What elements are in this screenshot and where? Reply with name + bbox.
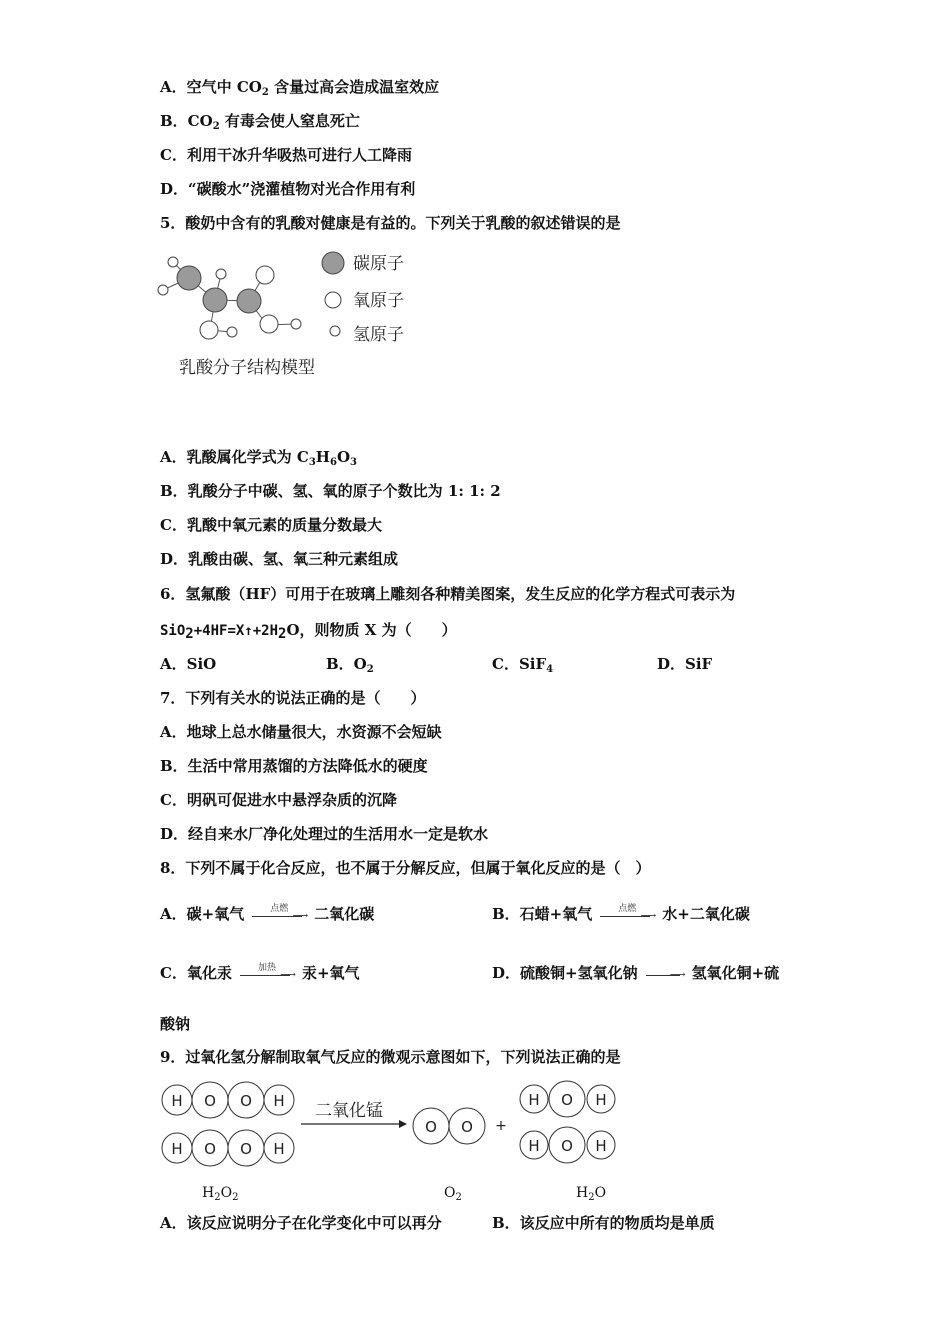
q7-option-c: C．明矾可促进水中悬浮杂质的沉降 [160, 791, 397, 809]
q8-option-c: C．氧化汞 加热 ⟶ 汞+氧气 [160, 963, 360, 982]
q6-option-c: C．SiF$_4$ [492, 655, 554, 675]
atom-h-label: H [595, 1091, 607, 1109]
q4-option-b: B．$CO_2$ 有毒会使人窒息死亡 [160, 112, 360, 132]
atom-h-label: H [273, 1140, 285, 1158]
oxygen-atom [260, 315, 278, 333]
legend-oxygen-icon [325, 292, 341, 308]
q8-stem: 8．下列不属于化合反应，也不属于分解反应，但属于氧化反应的是（ ） [160, 859, 651, 877]
plus-sign: + [495, 1118, 507, 1134]
atom-o-label: O [240, 1092, 252, 1110]
q8-option-b: B．石蜡+氧气 点燃 ⟶ 水+二氧化碳 [492, 904, 750, 923]
legend-hydrogen-icon [330, 326, 340, 336]
atom-h-label: H [273, 1092, 285, 1110]
q9-stem: 9．过氧化氢分解制取氧气反应的微观示意图如下，下列说法正确的是 [160, 1048, 621, 1066]
q5-option-c: C．乳酸中氧元素的质量分数最大 [160, 516, 382, 534]
q7-option-d: D．经自来水厂净化处理过的生活用水一定是软水 [160, 825, 489, 843]
q7-option-b: B．生活中常用蒸馏的方法降低水的硬度 [160, 757, 428, 775]
catalyst-label: 二氧化锰 [315, 1101, 383, 1121]
carbon-atom [177, 266, 201, 290]
q7-option-a: A．地球上总水储量很大，水资源不会短缺 [160, 723, 442, 741]
atom-h-label: H [171, 1140, 183, 1158]
reaction-arrow-icon: 加热 ⟶ [238, 964, 296, 984]
q6-option-d: D．SiF [657, 655, 713, 673]
q5-option-b: B．乳酸分子中碳、氢、氧的原子个数比为 1: 1: 2 [160, 482, 501, 500]
atom-o-label: O [561, 1137, 573, 1155]
hydrogen-atom [158, 285, 168, 295]
atom-o-label: O [204, 1092, 216, 1110]
oxygen-atom [200, 321, 218, 339]
q9-option-b: B．该反应中所有的物质均是单质 [492, 1214, 715, 1232]
label-h2o2: $H_2O_2$ [202, 1185, 239, 1203]
q6-stem: 6．氢氟酸（HF）可用于在玻璃上雕刻各种精美图案，发生反应的化学方程式可表示为 [160, 585, 736, 603]
q4-option-a: A．空气中 $CO_2$ 含量过高会造成温室效应 [160, 78, 440, 98]
legend-hydrogen-label: 氢原子 [353, 325, 404, 345]
hydrogen-atom [168, 257, 178, 267]
q5-stem: 5．酸奶中含有的乳酸对健康是有益的。下列关于乳酸的叙述错误的是 [160, 214, 621, 232]
carbon-atom [203, 288, 227, 312]
legend-oxygen-label: 氧原子 [353, 291, 404, 311]
hydrogen-atom [291, 319, 301, 329]
q5-option-a: A．乳酸属化学式为 $C_3H_6O_3$ [160, 448, 357, 468]
legend-carbon-label: 碳原子 [353, 254, 404, 274]
q5-option-d: D．乳酸由碳、氢、氧三种元素组成 [160, 550, 399, 568]
q6-equation: $SiO_2+4HF=X↑+2H_2O$，则物质 X 为（ ） [160, 621, 457, 642]
atom-h-label: H [171, 1092, 183, 1110]
legend-carbon-icon [322, 252, 344, 274]
reaction-arrow-icon: ⟶ [644, 964, 686, 984]
q8-option-a: A．碳+氧气 点燃 ⟶ 二氧化碳 [160, 904, 375, 923]
q4-option-d: D．“碳酸水”浇灌植物对光合作用有利 [160, 180, 416, 198]
atom-h-label: H [595, 1137, 607, 1155]
lactic-acid-model-figure [155, 248, 425, 388]
hydrogen-atom [227, 327, 237, 337]
atom-o-label: O [561, 1091, 573, 1109]
carbon-atom [237, 289, 261, 313]
q6-option-b: B．$O_2$ [326, 655, 374, 675]
q7-stem: 7．下列有关水的说法正确的是（ ） [160, 689, 426, 707]
atom-o-label: O [204, 1140, 216, 1158]
atom-o-label: O [240, 1140, 252, 1158]
atom-o-label: O [425, 1118, 437, 1136]
hydrogen-atom [216, 269, 226, 279]
q9-option-a: A．该反应说明分子在化学变化中可以再分 [160, 1214, 442, 1232]
atom-h-label: H [528, 1137, 540, 1155]
oxygen-atom [256, 266, 274, 284]
q8-option-d-continued: 酸钠 [160, 1015, 191, 1033]
label-h2o: $H_2O$ [576, 1185, 607, 1203]
reaction-arrow-icon: 点燃 ⟶ [598, 905, 656, 925]
model-caption: 乳酸分子结构模型 [179, 358, 315, 378]
q8-option-d: D．硫酸铜+氢氧化钠 ⟶ 氢氧化铜+硫 [492, 964, 780, 982]
atom-h-label: H [528, 1091, 540, 1109]
q6-option-a: A．SiO [160, 655, 217, 673]
q4-option-c: C．利用干冰升华吸热可进行人工降雨 [160, 146, 412, 164]
reaction-arrow-icon: 点燃 ⟶ [250, 905, 308, 925]
atom-o-label: O [461, 1118, 473, 1136]
label-o2: $O_2$ [444, 1185, 462, 1203]
